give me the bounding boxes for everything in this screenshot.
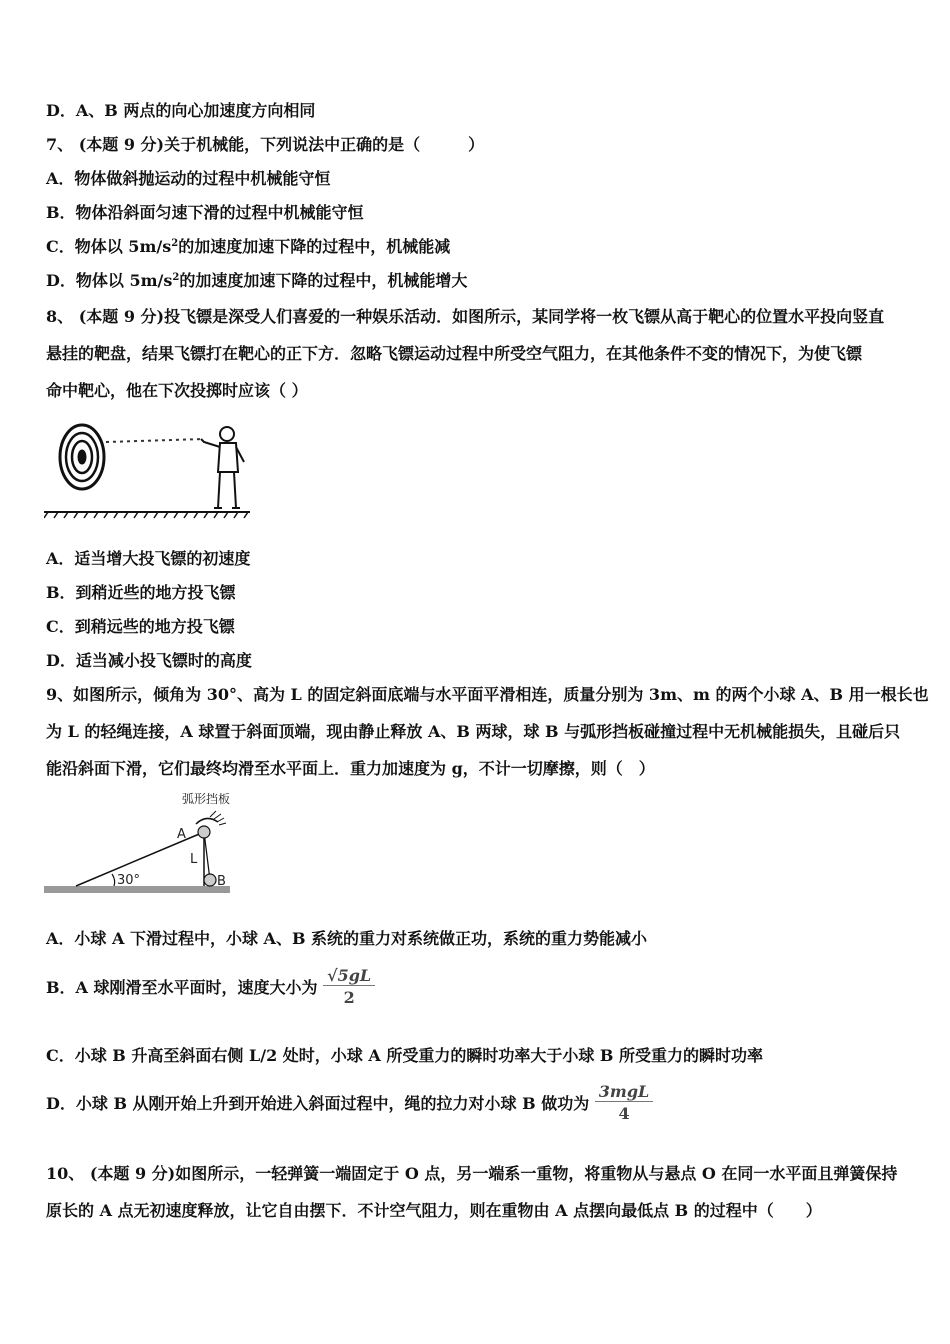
incline-figure: [44, 788, 234, 900]
q9-option-d-fraction: $\frac{\text{3mgL}}{4}$: [595, 1082, 654, 1123]
baffle-label: 弧形挡板: [182, 792, 231, 806]
label-l: L: [190, 852, 198, 867]
q7-option-c: C．物体以 $5m/s^2$的加速度加速下降的过程中，机械能减: [46, 237, 451, 256]
q7-option-d: D．物体以 $5m/s^2$的加速度加速下降的过程中，机械能增大: [46, 271, 468, 290]
q6-option-d: D．A、B 两点的向心加速度方向相同: [46, 101, 316, 120]
dart-target-figure: [44, 412, 250, 522]
q8-option-c: C．到稍远些的地方投飞镖: [46, 617, 235, 636]
q9-stem-line-3: 能沿斜面下滑，它们最终均滑至水平面上．重力加速度为 g，不计一切摩擦，则（ ）: [46, 759, 655, 778]
q10-stem-line-1: 10、 (本题 9 分)如图所示，一轻弹簧一端固定于 O 点，另一端系一重物，将重物从与悬点 O 在同一水平面且弹簧保持: [46, 1164, 898, 1183]
q8-stem-line-3: 命中靶心，他在下次投掷时应该（ ）: [46, 381, 308, 400]
q9-stem-line-2: 为 L 的轻绳连接，A 球置于斜面顶端，现由静止释放 A、B 两球，球 B 与弧形挡板碰撞过程中无机械能损失，且碰后只: [46, 722, 901, 741]
q7-stem: 7、 (本题 9 分)关于机械能，下列说法中正确的是（ ）: [46, 135, 485, 154]
label-b: B: [217, 874, 226, 889]
label-a: A: [177, 827, 186, 842]
q10-stem-line-2: 原长的 A 点无初速度释放，让它自由摆下．不计空气阻力，则在重物由 A 点摆向最低点 B 的过程中（ ）: [46, 1201, 822, 1220]
q9-stem-line-1: 9、如图所示，倾角为 30°、高为 L 的固定斜面底端与水平面平滑相连，质量分别为 3m、m 的两个小球 A、B 用一根长也: [46, 685, 929, 704]
q9-option-c: C．小球 B 升高至斜面右侧 L/2 处时，小球 A 所受重力的瞬时功率大于小球 B 所受重力的瞬时功率: [46, 1046, 763, 1065]
q9-option-a: A．小球 A 下滑过程中，小球 A、B 系统的重力对系统做正功，系统的重力势能减小: [46, 929, 648, 948]
ball-b: [204, 874, 216, 886]
q8-stem-line-1: 8、 (本题 9 分)投飞镖是深受人们喜爱的一种娱乐活动．如图所示，某同学将一枚飞镖从高于靶心的位置水平投向竖直: [46, 307, 885, 326]
q8-stem-line-2: 悬挂的靶盘，结果飞镖打在靶心的正下方．忽略飞镖运动过程中所受空气阻力，在其他条件不变的情况下，为使飞镖: [46, 344, 863, 363]
q9-option-b-fraction: $\frac{√5gL}{2}$: [323, 966, 375, 1007]
q8-option-b: B．到稍近些的地方投飞镖: [46, 583, 236, 602]
angle-label: 30°: [117, 873, 141, 888]
q8-option-a: A．适当增大投飞镖的初速度: [46, 549, 251, 568]
ball-a: [198, 826, 210, 838]
q7-option-a: A．物体做斜抛运动的过程中机械能守恒: [46, 169, 331, 188]
q7-option-b: B．物体沿斜面匀速下滑的过程中机械能守恒: [46, 203, 364, 222]
q9-option-b: B．A 球刚滑至水平面时，速度大小为 $\frac{√5gL}{2}$: [46, 966, 908, 1007]
q9-option-d: D．小球 B 从刚开始上升到开始进入斜面过程中，绳的拉力对小球 B 做功为 $\frac{\text{3mgL}}{4}$: [46, 1082, 908, 1123]
q8-option-d: D．适当减小投飞镖时的高度: [46, 651, 252, 670]
